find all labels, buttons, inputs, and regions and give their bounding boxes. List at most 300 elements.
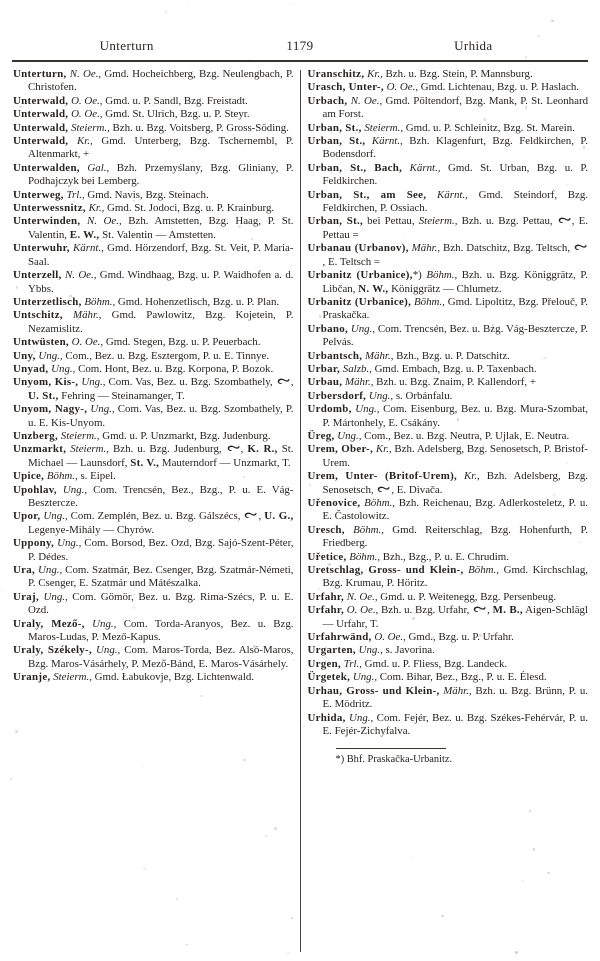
entry-region-abbrev: O. Oe., [68,336,104,349]
scan-noise-speck [515,951,518,954]
entry-headword: Uppony, [13,537,55,550]
entry-region-abbrev: Ung., [92,644,121,657]
scan-noise-speck [47,261,48,262]
scan-noise-speck [551,277,552,278]
entry-headword: Uraj, [13,590,39,603]
entry-headword: Urhau, Gross- und Klein-, [307,684,440,697]
entry-text: s. Eipel. [77,470,116,483]
entry-text: Gmd. Lichtenau, Bzg. u. P. Haslach. [418,81,579,94]
entry-headword: Unterwuhr, [13,242,70,255]
entry-text: Bzh. Adelsberg, Bzg. Senosetsch, [322,470,588,496]
gazetteer-entry [308,135,589,162]
entry-text: Com., Bez. u. Bzg. Esztergom, P. u. E. Tinnye. [62,349,270,362]
entry-text: Gmd. Lipoltitz, Bzg. Přelouč, P. Praskačka. [322,295,589,322]
gazetteer-entry [308,631,589,644]
entry-region-abbrev: Mähr., [408,242,441,255]
scan-noise-speck [566,184,568,186]
scan-noise-speck [165,10,168,13]
gazetteer-entry [13,671,294,684]
text-columns [10,68,590,952]
entry-region-abbrev: Kr., [85,202,105,215]
scan-noise-speck [483,118,486,121]
scan-noise-speck [319,315,321,317]
gazetteer-entry [13,108,294,121]
entry-headword: Urbanitz (Urbanice), [307,269,413,282]
entry-region-abbrev: N. Oe., [61,269,97,282]
entry-headword: Ürgetek, [307,671,351,684]
scan-noise-speck [15,730,18,733]
entry-text: Com. Vas, Bez. u. Bzg. Szombathely, [105,376,276,389]
entry-text: Gmd. u. P. Sandl, Bzg. Freistadt. [102,94,248,107]
gazetteer-entry [308,296,589,323]
entry-region-abbrev: Böhm., [344,523,384,536]
gazetteer-entry [308,430,589,443]
entry-region-abbrev: Mähr., [362,349,394,362]
scan-noise-speck [274,827,277,830]
entry-headword: Uretschlag, Gross- und Klein-, [307,564,464,577]
gazetteer-entry [308,215,589,242]
entry-region-abbrev: O. Oe., [371,631,406,644]
gazetteer-entry [308,403,589,430]
entry-region-abbrev: O. Oe., [343,604,379,617]
entry-text: Com. Zemplén, Bez. u. Bzg. Gálszécs, [67,510,244,523]
entry-headword: Urbersdorf, [307,389,367,402]
footnote-text: *) Bhf. Praskačka-Urbanitz. [335,754,453,766]
entry-text: Gmd. Unterberg, Bzg. Tschernembl, P. Altenmarkt, + [28,135,294,161]
gazetteer-entry [308,564,589,591]
entry-region-abbrev: Böhm., [463,564,499,577]
entry-region-abbrev: N. Oe., [66,68,102,80]
gazetteer-entry [308,470,589,497]
scan-noise-speck [419,168,422,171]
scan-noise-speck [176,898,178,900]
entry-text: Bzh. u. Bzg. Urfahr, [378,604,473,617]
entry-headword: Uranje, [13,671,51,684]
entry-headword: Urfahr, [307,604,344,617]
entry-headword: Urdomb, [307,403,352,416]
left-column [10,68,300,952]
scan-noise-speck [439,572,441,574]
scan-noise-speck [537,35,539,37]
entry-region-abbrev: Trl., [341,657,362,670]
posthorn-icon [558,216,571,224]
entry-region-abbrev: Ung., [84,617,117,630]
entry-text: Mauterndorf — Unzmarkt, T. [159,456,291,469]
entry-headword: Urbanau (Urbanov), [307,242,409,255]
entry-headword: Unyad, [13,362,49,375]
entry-text: Gmd. Steindorf, Bzg. Feldkirchen, P. Ossiach. [322,188,588,215]
entry-region-abbrev: Ung., [35,564,63,577]
entry-text: , [240,443,248,456]
entry-text: Gmd. St. Ulrich, Bzg. u. P. Steyr. [102,108,250,121]
entry-region-abbrev: Ung., [78,376,106,389]
entry-region-abbrev: Mähr., [439,684,472,697]
gazetteer-entry [13,403,294,430]
entry-text: Gmd. Reiterschlag, Bzg. Hohenfurth, P. Friedberg. [322,523,589,550]
entry-region-abbrev: O. Oe., [383,81,419,94]
entry-region-abbrev: Böhm., [426,269,458,282]
entry-region-abbrev: Kärnt., [69,242,104,255]
scan-noise-speck [522,880,524,882]
scan-noise-speck [243,476,245,478]
gazetteer-entry [13,202,294,215]
entry-region-abbrev: Ung., [54,537,82,550]
gazetteer-entry [308,122,589,135]
scan-noise-speck [309,484,311,486]
entry-region-abbrev: Gal., [79,161,110,174]
entry-text: Bzh., Bzg. u. P. Datschitz. [393,349,510,362]
scan-noise-speck [32,655,34,657]
entry-region-abbrev: O. Oe., [68,108,103,121]
gazetteer-entry [13,537,294,564]
entry-headword: Urbar, [307,362,341,375]
entry-text: Bzh. u. Bzg. Pettau, [457,215,557,228]
scan-noise-speck [10,778,12,780]
entry-region-abbrev: Ung., [56,483,88,496]
entry-headword: Unterturn, [13,68,67,80]
gazetteer-entry [13,189,294,202]
entry-region-abbrev: Ung., [35,349,63,362]
entry-headword: Urbau, [307,376,343,389]
entry-text: , [258,510,265,523]
entry-region-abbrev: Kr., [457,470,480,483]
entry-headword: Urgen, [307,657,342,670]
entry-region-abbrev: Kr., [364,68,383,80]
gazetteer-entry [13,363,294,376]
posthorn-icon [574,243,587,251]
gazetteer-entry [13,95,294,108]
gazetteer-entry [308,363,589,376]
scan-noise-speck [238,225,241,228]
entry-headword: Unterwald, [13,121,69,134]
entry-headword: Unterwald, [13,108,69,121]
entry-region-abbrev: Steierm., [66,443,109,456]
running-head-left: Unterturn [99,38,154,53]
gazetteer-entry [308,443,589,470]
entry-region-abbrev: O. Oe., [68,94,103,107]
entry-region-abbrev: Kr., [373,443,392,456]
entry-text: Gmd. Hohenzetlisch, Bzg. u. P. Plan. [115,295,280,308]
gazetteer-entry [308,685,589,712]
entry-region-abbrev: Ung., [350,671,378,684]
entry-headword: Urban, St., [307,135,366,148]
entry-region-abbrev: Kärnt., [426,188,468,201]
entry-headword: Uřenovice, [307,497,361,509]
entry-headword: Urbantsch, [307,349,363,362]
gazetteer-entry [308,551,589,564]
gazetteer-entry [13,430,294,443]
gazetteer-entry [308,376,589,389]
entry-text: , E. Pettau = [322,215,589,241]
entry-headword: Untschitz, [13,309,63,322]
entry-text: Bzh., Bzg., P. u. E. Chrudim. [380,550,509,563]
entry-text: Bzh. Adelsberg, Bzg. Senosetsch, P. Bristof-Urem. [322,443,589,469]
entry-region-abbrev: Mähr., [62,309,102,322]
gazetteer-entry [308,671,589,684]
gazetteer-entry [13,68,294,95]
scan-noise-speck [533,848,536,851]
gazetteer-entry [308,323,589,350]
entry-text: Bzh. u. Bzg. Stein, P. Mannsburg. [382,68,533,80]
gazetteer-entry [308,524,589,551]
entry-headword: Urban, St., [307,215,364,228]
entry-region-abbrev: Ung., [351,403,380,416]
entry-text: Bzh. u. Bzg. Judenburg, [108,443,226,456]
entry-text: Gmd. Hocheichberg, Bzg. Neulengbach, P. Christofen. [28,68,294,94]
entry-headword: Unterwald, [13,135,69,148]
entry-text: Gmd. St. Urban, Bzg. u. P. Feldkirchen. [322,161,589,188]
gazetteer-entry [308,81,589,94]
entry-region-abbrev: Kärnt., [365,135,403,148]
entry-region-abbrev: Steierm., [68,121,110,134]
scan-noise-speck [20,106,22,108]
entry-text: Com. Trencsén, Bez., Bzg., P. u. E. Vág-Besztercze. [28,483,294,509]
header-rule [12,60,588,62]
entry-text: Gmd. Pöltendorf, Bzg. Mank, P. St. Leonhard am Forst. [322,94,589,121]
entry-headword: Upice, [13,470,45,483]
entry-headword: Upohlav, [13,483,57,496]
posthorn-icon [277,377,290,385]
entry-headword: Unterzell, [13,269,62,282]
gazetteer-entry [308,95,589,122]
entry-region-abbrev: N. Oe., [347,94,383,107]
scan-noise-speck [77,317,80,320]
gazetteer-entry [13,376,294,403]
entry-headword: Uranschitz, [307,68,365,80]
gazetteer-entry [308,189,589,216]
entry-text: Com., Bez. u. Bzg. Neutra, P. Ujlak, E. Neutra. [361,429,570,442]
entry-region-abbrev: N. Oe., [343,590,378,603]
scan-noise-speck [411,856,412,857]
entry-text: Com. Fejér, Bez. u. Bzg. Székes-Fehérvár, P. u. E. Fejér-Zichyfalva. [322,711,588,737]
entry-text: Com. Eisenburg, Bez. u. Bzg. Mura-Szombat, P. Mártonhely, E. Csákány. [322,403,589,429]
entry-region-abbrev: Trl., [63,188,85,201]
gazetteer-entry [308,162,589,189]
footnote-rule [336,748,446,749]
scan-noise-speck [432,279,433,280]
entry-headword: Unterweg, [13,188,64,201]
entry-text: Gmd. Windhaag, Bzg. u. P. Waidhofen a. d. Ybbs. [28,269,294,295]
entry-headword: Unyom, Kis-, [13,376,79,389]
scan-noise-speck [162,658,165,661]
entry-text: Com. Gömör, Bez. u. Bzg. Rima-Szécs, P. u. E. Ozd. [28,590,294,617]
entry-text: Bzh. Reichenau, Bzg. Adlerkosteletz, P. u. E. Častolowitz. [322,497,589,523]
entry-headword: Ura, [13,564,36,577]
entry-text: Com. Borsod, Bez. Ozd, Bzg. Sajó-Szent-Péter, P. Dédes. [28,537,294,563]
entry-headword: E. W., [69,228,100,241]
gazetteer-entry [308,497,589,524]
entry-headword: Uřetice, [307,550,347,563]
entry-region-abbrev: Böhm., [44,470,78,483]
entry-headword: K. R., [247,443,278,456]
scan-noise-speck [492,324,495,327]
entry-headword: Unzberg, [13,429,59,442]
entry-text: Com. Trencsén, Bez. u. Bzg. Vág-Besztercze, P. Pelvás. [322,322,588,349]
entry-text: Gmd., Bzg. u. P. Urfahr. [405,631,514,644]
entry-text: Gmd. u. P. Weitenegg, Bzg. Persenbeug. [377,590,557,603]
entry-region-abbrev: Ung., [334,429,362,442]
gazetteer-entry [13,135,294,162]
entry-text: Gmd. u. P. Schleinitz, Bzg. St. Marein. [403,121,575,134]
entry-text: Gmd. St. Jodoci, Bzg. u. P. Krainburg. [104,202,275,215]
scan-noise-speck [133,200,135,202]
gazetteer-entry [13,350,294,363]
entry-region-abbrev: Böhm., [81,295,116,308]
entry-text: Legenye-Mihály — Chyrów. [28,523,155,536]
entry-headword: Urfahr, [307,590,344,603]
entry-text: Gmd. Hörzendorf, Bzg. St. Veit, P. Maria-Saal. [28,242,294,268]
entry-text: bei Pettau, [363,215,419,228]
scan-noise-speck [287,952,289,954]
gazetteer-entry [13,644,294,671]
entry-region-abbrev: Ung., [40,510,68,523]
scan-noise-speck [200,695,202,697]
gazetteer-entry [308,269,589,296]
entry-headword: Urban, St., am See, [307,188,427,201]
gazetteer-entry [13,484,294,511]
scan-noise-speck [243,759,245,761]
entry-region-abbrev: Böhm., [411,295,445,308]
entry-region-abbrev: Kärnt., [402,161,441,174]
entry-text: Gmd. Kirchschlag, Bzg. Krumau, P. Höritz. [322,564,589,590]
scan-noise-speck [293,3,294,4]
scan-noise-speck [210,317,212,319]
page [10,0,590,961]
entry-headword: Uny, [13,349,36,362]
entry-text: , E. Teltsch = [322,255,381,268]
scan-noise-speck [188,4,190,6]
entry-headword: Urhida, [307,711,346,724]
entry-text: , [487,604,493,617]
scan-noise-speck [143,867,146,870]
entry-headword: Urem, Unter- (Britof-Urem), [307,470,458,483]
entry-text: Bzh. Datschitz, Bzg. Teltsch, [440,242,573,255]
entry-region-abbrev: Kr., [68,135,93,148]
entry-region-abbrev: Steierm., [361,121,404,134]
entry-region-abbrev: N. Oe., [80,215,122,228]
entry-text: Com. Bihar, Bez., Bzg., P. u. E. Élesd. [377,671,547,684]
gazetteer-entry [308,68,589,81]
gazetteer-entry [13,296,294,309]
entry-headword: Urbach, [307,94,348,107]
entry-text: s. Orbánfalu. [393,389,453,402]
gazetteer-entry [13,309,294,336]
entry-headword: Urbanitz (Urbanice), [307,295,412,308]
entry-text: Bzh. Przemyślany, Bzg. Gliniany, P. Podhajczyk bei Lemberg. [28,161,294,188]
entry-headword: Unterwinden, [13,215,81,228]
gazetteer-entry [308,644,589,657]
gazetteer-entry [13,443,294,470]
scan-noise-speck [132,606,135,609]
entry-text: Königgrätz — Chlumetz. [388,282,502,295]
gazetteer-entry [308,604,589,631]
entry-text: s. Javorina. [382,644,435,657]
entry-headword: Urban, St., Bach, [307,161,403,174]
gazetteer-entry [308,658,589,671]
entry-headword: Unterzetlisch, [13,295,82,308]
posthorn-icon [227,444,240,452]
entry-text: Fehring — Steinamanger, T. [58,389,185,402]
entry-text: , [290,376,294,389]
scan-noise-speck [367,215,368,216]
scan-noise-speck [79,381,80,382]
entry-headword: Upor, [13,510,41,523]
gazetteer-entry [13,618,294,645]
entry-headword: N. W., [358,282,389,295]
entry-headword: U. St., [28,389,59,402]
gazetteer-entry [13,269,294,296]
gazetteer-entry [13,122,294,135]
entry-headword: Urgarten, [307,644,356,657]
entry-headword: Unzmarkt, [13,443,67,456]
entry-region-abbrev: Mähr., [342,376,374,389]
entry-headword: Urfahrwänd, [307,631,372,644]
gazetteer-entry [13,564,294,591]
entry-text: , E. Divača. [391,483,443,496]
entry-text: Aigen-Schlägl — Urfahr, T. [322,604,589,630]
gazetteer-entry [308,242,589,269]
entry-headword: Urban, St., [307,121,362,134]
gazetteer-entry [13,336,294,349]
gazetteer-entry [13,510,294,537]
scan-noise-speck [583,146,586,149]
entry-text: Bzh. u. Bzg. Znaim, P. Kallendorf, + [373,376,536,389]
entry-headword: Üreg, [307,429,335,442]
entry-region-abbrev: Ung., [48,362,76,375]
scan-noise-speck [33,350,36,353]
scan-noise-speck [1,591,2,592]
entry-headword: Unterwessnitz, [13,202,86,215]
entry-headword: Uraly, Székely-, [13,644,93,657]
entry-text: Gmd. u. P. Fliess, Bzg. Landeck. [361,657,508,670]
posthorn-icon [244,511,257,519]
scan-noise-speck [412,617,415,620]
entry-headword: St. V., [130,456,160,469]
scan-noise-speck [99,635,101,637]
entry-region-abbrev: Steierm., [58,429,100,442]
entry-text: Com. Vas, Bez. u. Bzg. Szombathely, P. u. E. Kis-Unyom. [28,403,294,429]
gazetteer-entry [308,591,589,604]
entry-headword: Uresch, [307,523,345,536]
gazetteer-entry [308,712,589,739]
gazetteer-entry [308,350,589,363]
running-head [10,0,590,60]
entry-text: Bzh. u. Bzg. Voitsberg, P. Gross-Söding. [109,121,289,134]
entry-text: Bzh. u. Bzg. Brünn, P. u. E. Mödritz. [322,684,588,711]
entry-text: Com. Maros-Torda, Bez. Alsó-Maros, Bzg. Maros-Vásárhely, P. Mező-Bánd, E. Maros-Vásárhely. [28,644,294,670]
entry-headword: Urasch, Unter-, [307,81,384,94]
gazetteer-entry [13,162,294,189]
entry-text: Gmd. u. P. Unzmarkt, Bzg. Judenburg. [99,429,271,442]
entry-region-abbrev: Steierm., [418,215,458,228]
entry-text: Gmd. Łabukovje, Bzg. Lichtenwald. [91,671,255,684]
entry-headword: Unterwald, [13,94,69,107]
entry-text: *) [412,269,427,282]
entry-region-abbrev: Steierm., [50,671,92,684]
entry-headword: Urbano, [307,322,349,335]
entry-text: Com. Torda-Aranyos, Bez. u. Bzg. Maros-Ludas, P. Mező-Kapus. [28,617,294,644]
entry-headword: Unyom, Nagy-, [13,403,88,416]
entry-text: St. Valentin — Amstetten. [99,228,216,241]
gazetteer-entry [13,242,294,269]
entry-region-abbrev: Ung., [348,322,376,335]
entry-headword: Untwüsten, [13,336,69,349]
gazetteer-entry [308,390,589,403]
entry-region-abbrev: Ung., [87,403,115,416]
entry-text: Com. Szatmár, Bez. Csenger, Bzg. Szatmár-Németi, P. Csenger, E. Szatmár und Mátészalka. [28,564,294,590]
entry-region-abbrev: Böhm., [346,550,381,563]
entry-headword: U. G., [264,510,294,523]
